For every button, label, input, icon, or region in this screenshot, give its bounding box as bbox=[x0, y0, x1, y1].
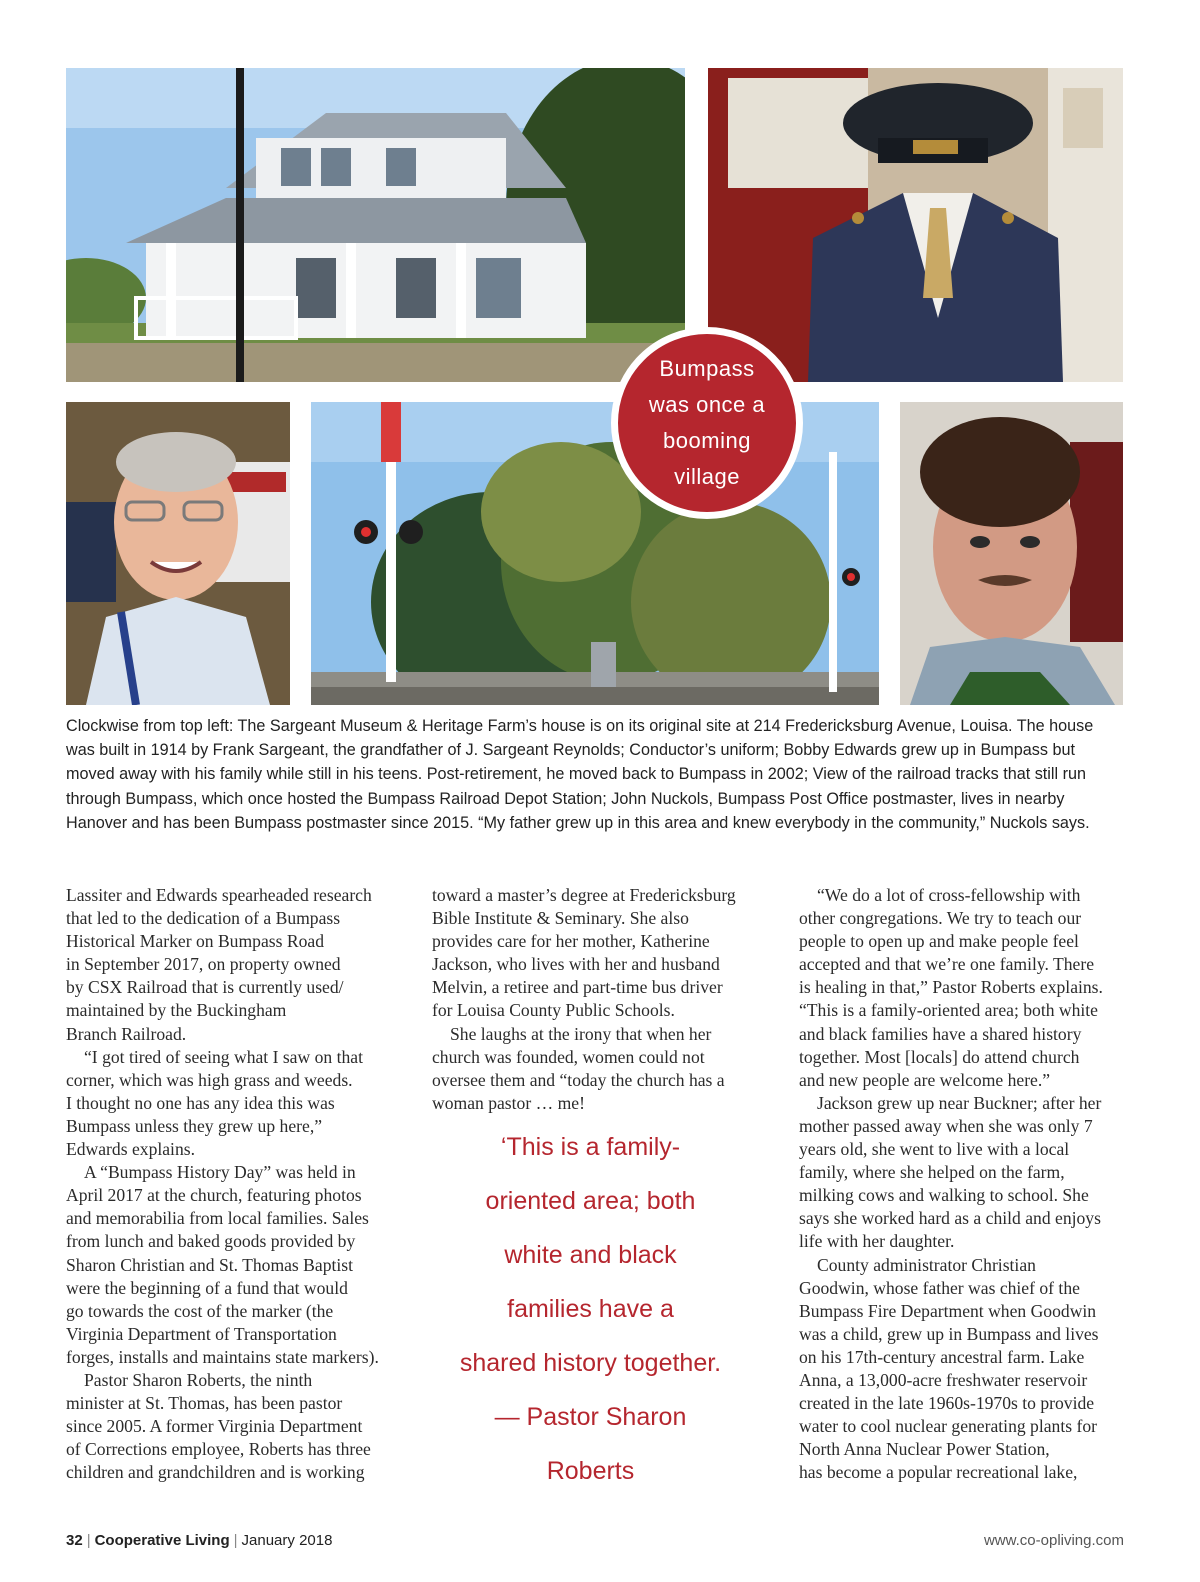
article-line: “This is a family-oriented area; both white bbox=[799, 1000, 1098, 1021]
pull-quote-line: white and black bbox=[504, 1241, 677, 1269]
john-nuckols-portrait-photo bbox=[900, 402, 1123, 705]
pull-quote-line: ‘This is a family- bbox=[500, 1133, 681, 1161]
article-line: corner, which was high grass and weeds. bbox=[66, 1069, 353, 1090]
article-line: Anna, a 13,000-acre freshwater reservoir bbox=[799, 1369, 1088, 1390]
article-line: Branch Railroad. bbox=[66, 1023, 187, 1044]
footer-separator: | bbox=[86, 1532, 91, 1549]
article-line: Edwards explains. bbox=[66, 1139, 195, 1160]
issue-date: January 2018 bbox=[241, 1532, 333, 1549]
article-line: “I got tired of seeing what I saw on that bbox=[84, 1046, 363, 1067]
article-line: says she worked hard as a child and enjoys bbox=[799, 1208, 1101, 1229]
article-line: together. Most [locals] do attend church bbox=[799, 1046, 1080, 1067]
article-line: go towards the cost of the marker (the bbox=[66, 1300, 334, 1321]
pull-quote-line: shared history together. bbox=[459, 1349, 722, 1377]
pull-quote-attribution: — Pastor Sharon bbox=[494, 1403, 687, 1431]
bobby-edwards-portrait-photo bbox=[66, 402, 290, 705]
article-line: Jackson, who lives with her and husband bbox=[432, 954, 720, 975]
article-line: Pastor Sharon Roberts, the ninth bbox=[84, 1369, 313, 1390]
footer-separator: | bbox=[233, 1532, 238, 1549]
article-line: people to open up and make people feel bbox=[799, 931, 1079, 952]
pull-quote-attribution: Roberts bbox=[546, 1457, 635, 1485]
article-line: oversee them and “today the church has a bbox=[432, 1069, 725, 1090]
page-footer bbox=[66, 1532, 332, 1549]
article-line: Jackson grew up near Buckner; after her bbox=[817, 1092, 1102, 1113]
article-line: maintained by the Buckingham bbox=[66, 1000, 287, 1021]
article-column-2 bbox=[432, 884, 762, 1115]
article-line: children and grandchildren and is working bbox=[66, 1462, 365, 1483]
article-line: Sharon Christian and St. Thomas Baptist bbox=[66, 1254, 354, 1275]
pull-quote-line: oriented area; both bbox=[485, 1187, 696, 1215]
article-line: from lunch and baked goods provided by bbox=[66, 1231, 356, 1252]
publication-name: Cooperative Living bbox=[94, 1532, 230, 1549]
pull-quote bbox=[432, 1120, 749, 1498]
article-line: other congregations. We try to teach our bbox=[799, 908, 1082, 929]
article-line: years old, she went to live with a local bbox=[799, 1139, 1070, 1160]
article-line: I thought no one has any idea this was bbox=[66, 1092, 335, 1113]
article-column-3 bbox=[799, 884, 1129, 1484]
pull-quote-line: families have a bbox=[507, 1295, 674, 1323]
article-column-1 bbox=[66, 884, 396, 1484]
headline-badge bbox=[611, 327, 803, 519]
article-line: and new people are welcome here.” bbox=[799, 1069, 1051, 1090]
article-line: Historical Marker on Bumpass Road bbox=[66, 931, 324, 952]
article-line: of Corrections employee, Roberts has three bbox=[66, 1439, 371, 1460]
article-line: County administrator Christian bbox=[817, 1254, 1036, 1275]
article-line: Bumpass Fire Department when Goodwin bbox=[799, 1300, 1097, 1321]
article-line: “We do a lot of cross-fellowship with bbox=[817, 885, 1081, 905]
article-line: Melvin, a retiree and part-time bus driver bbox=[432, 977, 723, 998]
article-line: A “Bumpass History Day” was held in bbox=[84, 1162, 356, 1183]
article-line: has become a popular recreational lake, bbox=[799, 1462, 1078, 1483]
article-line: forges, installs and maintains state markers). bbox=[66, 1346, 379, 1367]
article-line: for Louisa County Public Schools. bbox=[432, 1000, 675, 1021]
article-line: life with her daughter. bbox=[799, 1231, 955, 1252]
conductor-uniform-photo bbox=[708, 68, 1123, 382]
article-line: created in the late 1960s-1970s to provide bbox=[799, 1393, 1095, 1414]
article-line: mother passed away when she was only 7 bbox=[799, 1115, 1093, 1136]
article-line: minister at St. Thomas, has been pastor bbox=[66, 1393, 343, 1414]
article-line: Bible Institute & Seminary. She also bbox=[432, 908, 689, 929]
article-line: and memorabilia from local families. Sales bbox=[66, 1208, 369, 1229]
article-line: was a child, grew up in Bumpass and lives bbox=[799, 1323, 1099, 1344]
article-line: toward a master’s degree at Fredericksburg bbox=[432, 885, 736, 905]
article-line: North Anna Nuclear Power Station, bbox=[799, 1439, 1050, 1460]
article-line: milking cows and walking to school. She bbox=[799, 1185, 1089, 1206]
article-line: provides care for her mother, Katherine bbox=[432, 931, 710, 952]
article-line: since 2005. A former Virginia Department bbox=[66, 1416, 363, 1437]
article-line: by CSX Railroad that is currently used/ bbox=[66, 977, 344, 998]
article-line: and black families have a shared history bbox=[799, 1023, 1082, 1044]
article-line: accepted and that we’re one family. There bbox=[799, 954, 1095, 975]
article-line: Lassiter and Edwards spearheaded research bbox=[66, 885, 372, 905]
badge-line: Bumpass bbox=[659, 356, 755, 381]
article-line: water to cool nuclear generating plants for bbox=[799, 1416, 1097, 1437]
badge-line: village bbox=[674, 464, 740, 489]
article-line: church was founded, women could not bbox=[432, 1046, 705, 1067]
badge-line: booming bbox=[663, 428, 751, 453]
article-line: on his 17th-century ancestral farm. Lake bbox=[799, 1346, 1085, 1367]
article-line: April 2017 at the church, featuring photos bbox=[66, 1185, 362, 1206]
article-line: that led to the dedication of a Bumpass bbox=[66, 908, 341, 929]
article-line: She laughs at the irony that when her bbox=[450, 1023, 712, 1044]
article-line: family, where she helped on the farm, bbox=[799, 1162, 1065, 1183]
article-line: woman pastor … me! bbox=[432, 1092, 585, 1113]
article-line: in September 2017, on property owned bbox=[66, 954, 341, 975]
article-line: Bumpass unless they grew up here,” bbox=[66, 1115, 323, 1136]
photo-caption: Clockwise from top left: The Sargeant Museum & Heritage Farm’s house is on its original site at 214 Fredericksburg Avenue, Louisa. The house was built in 1914 by Frank Sargeant, the grandfather of J. Sargeant Reynolds; Conductor’s uniform; Bobby Edwards grew up in Bumpass but moved away with his family while still in his teens. Post-retirement, he moved back to Bumpass in 2002; View of the railroad tracks that still run through Bumpass, which once hosted the Bumpass Railroad Depot Station; John Nuckols, Bumpass Post Office postmaster, lives in nearby Hanover and has been Bumpass postmaster since 2015. “My father grew up in this area and knew everybody in the community,” Nuckols says. bbox=[66, 717, 1094, 832]
badge-line: was once a bbox=[648, 392, 766, 417]
page-number: 32 bbox=[66, 1532, 83, 1549]
website-link[interactable]: www.co-opliving.com bbox=[983, 1532, 1124, 1549]
article-line: Virginia Department of Transportation bbox=[66, 1323, 337, 1344]
article-line: were the beginning of a fund that would bbox=[66, 1277, 348, 1298]
article-line: is healing in that,” Pastor Roberts explains. bbox=[799, 977, 1103, 998]
article-line: Goodwin, whose father was chief of the bbox=[799, 1277, 1080, 1298]
sargeant-museum-house-photo bbox=[66, 68, 685, 382]
